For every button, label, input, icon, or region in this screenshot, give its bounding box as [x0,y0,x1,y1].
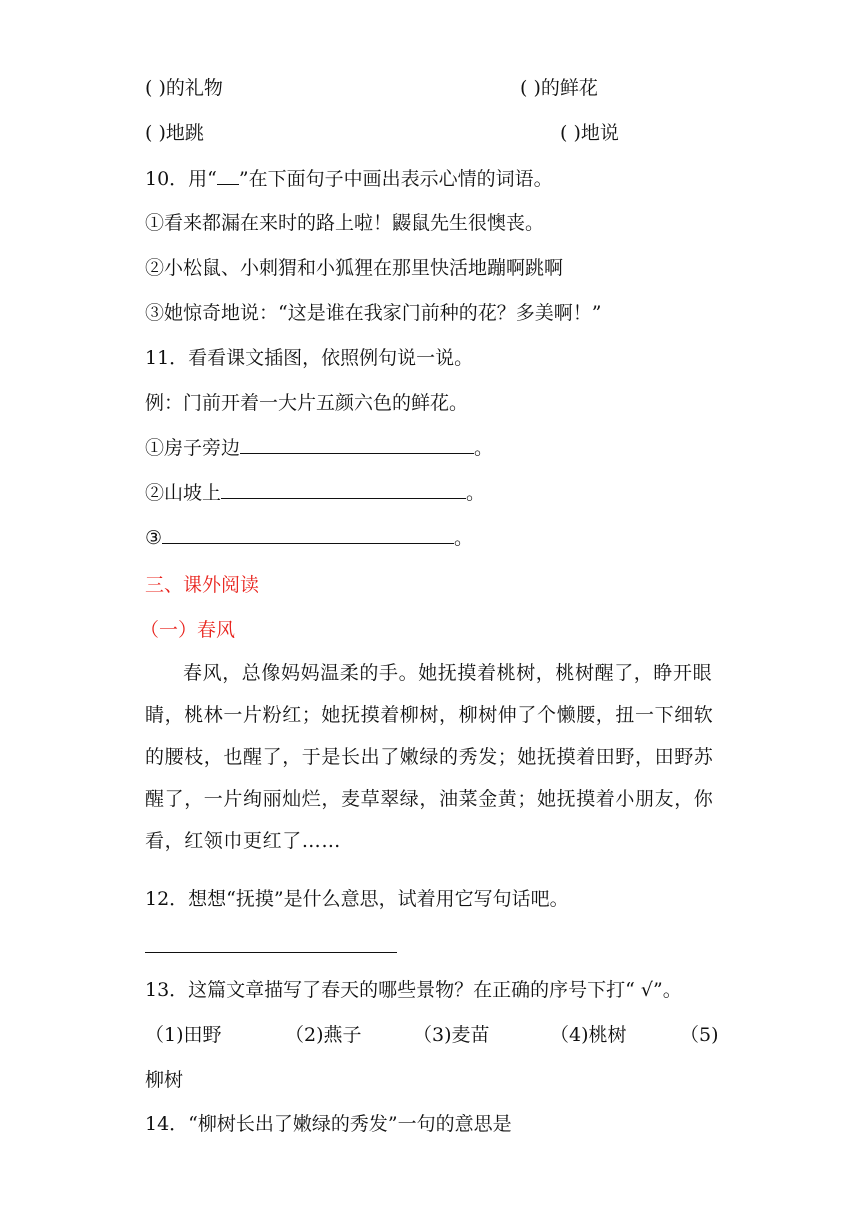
q13-option-1[interactable]: （1)田野 [145,1024,222,1046]
q11-example: 例：门前开着一大片五颜六色的鲜花。 [145,392,469,414]
q11-item-3-prefix: ③ [145,527,163,549]
period: 。 [466,482,486,504]
q10-sentence-1: ①看来都漏在来时的路上啦！鼹鼠先生很懊丧。 [145,212,545,234]
q10-prompt [145,166,553,192]
q11-item-3 [145,525,473,551]
q13-option-5[interactable]: （5) [680,1024,719,1046]
q11-item-1 [145,435,493,461]
passage-title: （一）春风 [140,619,236,641]
answer-blank[interactable] [162,525,454,544]
q12-prompt: 12．想想“抚摸”是什么意思，试着用它写句话吧。 [145,888,569,910]
q9-row1-right: ( )的鲜花 [520,77,598,99]
q10-sentence-3: ③她惊奇地说：“这是谁在我家门前种的花？多美啊！” [145,302,602,324]
q11-item-2-prefix: ②山坡上 [145,482,222,504]
q13-option-2[interactable]: （2)燕子 [285,1024,362,1046]
period: 。 [454,527,474,549]
period: 。 [474,437,494,459]
q11-item-2 [145,480,485,506]
q13-prompt: 13．这篇文章描写了春天的哪些景物？在正确的序号下打“ √”。 [145,979,682,1001]
q13-option-4[interactable]: （4)桃树 [550,1024,627,1046]
q10-prompt-a: 10．用“ [145,168,217,190]
q9-row1-left: ( )的礼物 [145,77,223,99]
q11-prompt: 11．看看课文插图，依照例句说一说。 [145,347,474,369]
underline-sample [217,166,239,185]
q10-prompt-b: ”在下面句子中画出表示心情的词语。 [238,168,553,190]
q11-item-1-prefix: ①房子旁边 [145,437,241,459]
q14-prompt: 14．“柳树长出了嫩绿的秀发”一句的意思是 [145,1113,512,1135]
answer-blank[interactable] [240,435,474,454]
q10-sentence-2: ②小松鼠、小刺猬和小狐狸在那里快活地蹦啊跳啊 [145,257,564,279]
q13-option-5-label[interactable]: 柳树 [145,1069,184,1091]
q9-row2-right: ( )地说 [560,122,619,144]
section-title: 三、课外阅读 [145,574,260,596]
passage-text: 春风，总像妈妈温柔的手。她抚摸着桃树，桃树醒了，睁开眼睛，桃林一片粉红；她抚摸着柳树，柳树伸了个懒腰，扭一下细软的腰枝，也醒了，于是长出了嫩绿的秀发；她抚摸着田野，田野苏醒了，一片绚丽灿烂，麦草翠绿，油菜金黄；她抚摸着小朋友，你看，红领巾更红了…… [145,662,714,852]
answer-line[interactable] [145,952,397,953]
q13-option-3[interactable]: （3)麦苗 [413,1024,490,1046]
q9-row2-left: ( )地跳 [145,122,204,144]
answer-blank[interactable] [221,480,466,499]
